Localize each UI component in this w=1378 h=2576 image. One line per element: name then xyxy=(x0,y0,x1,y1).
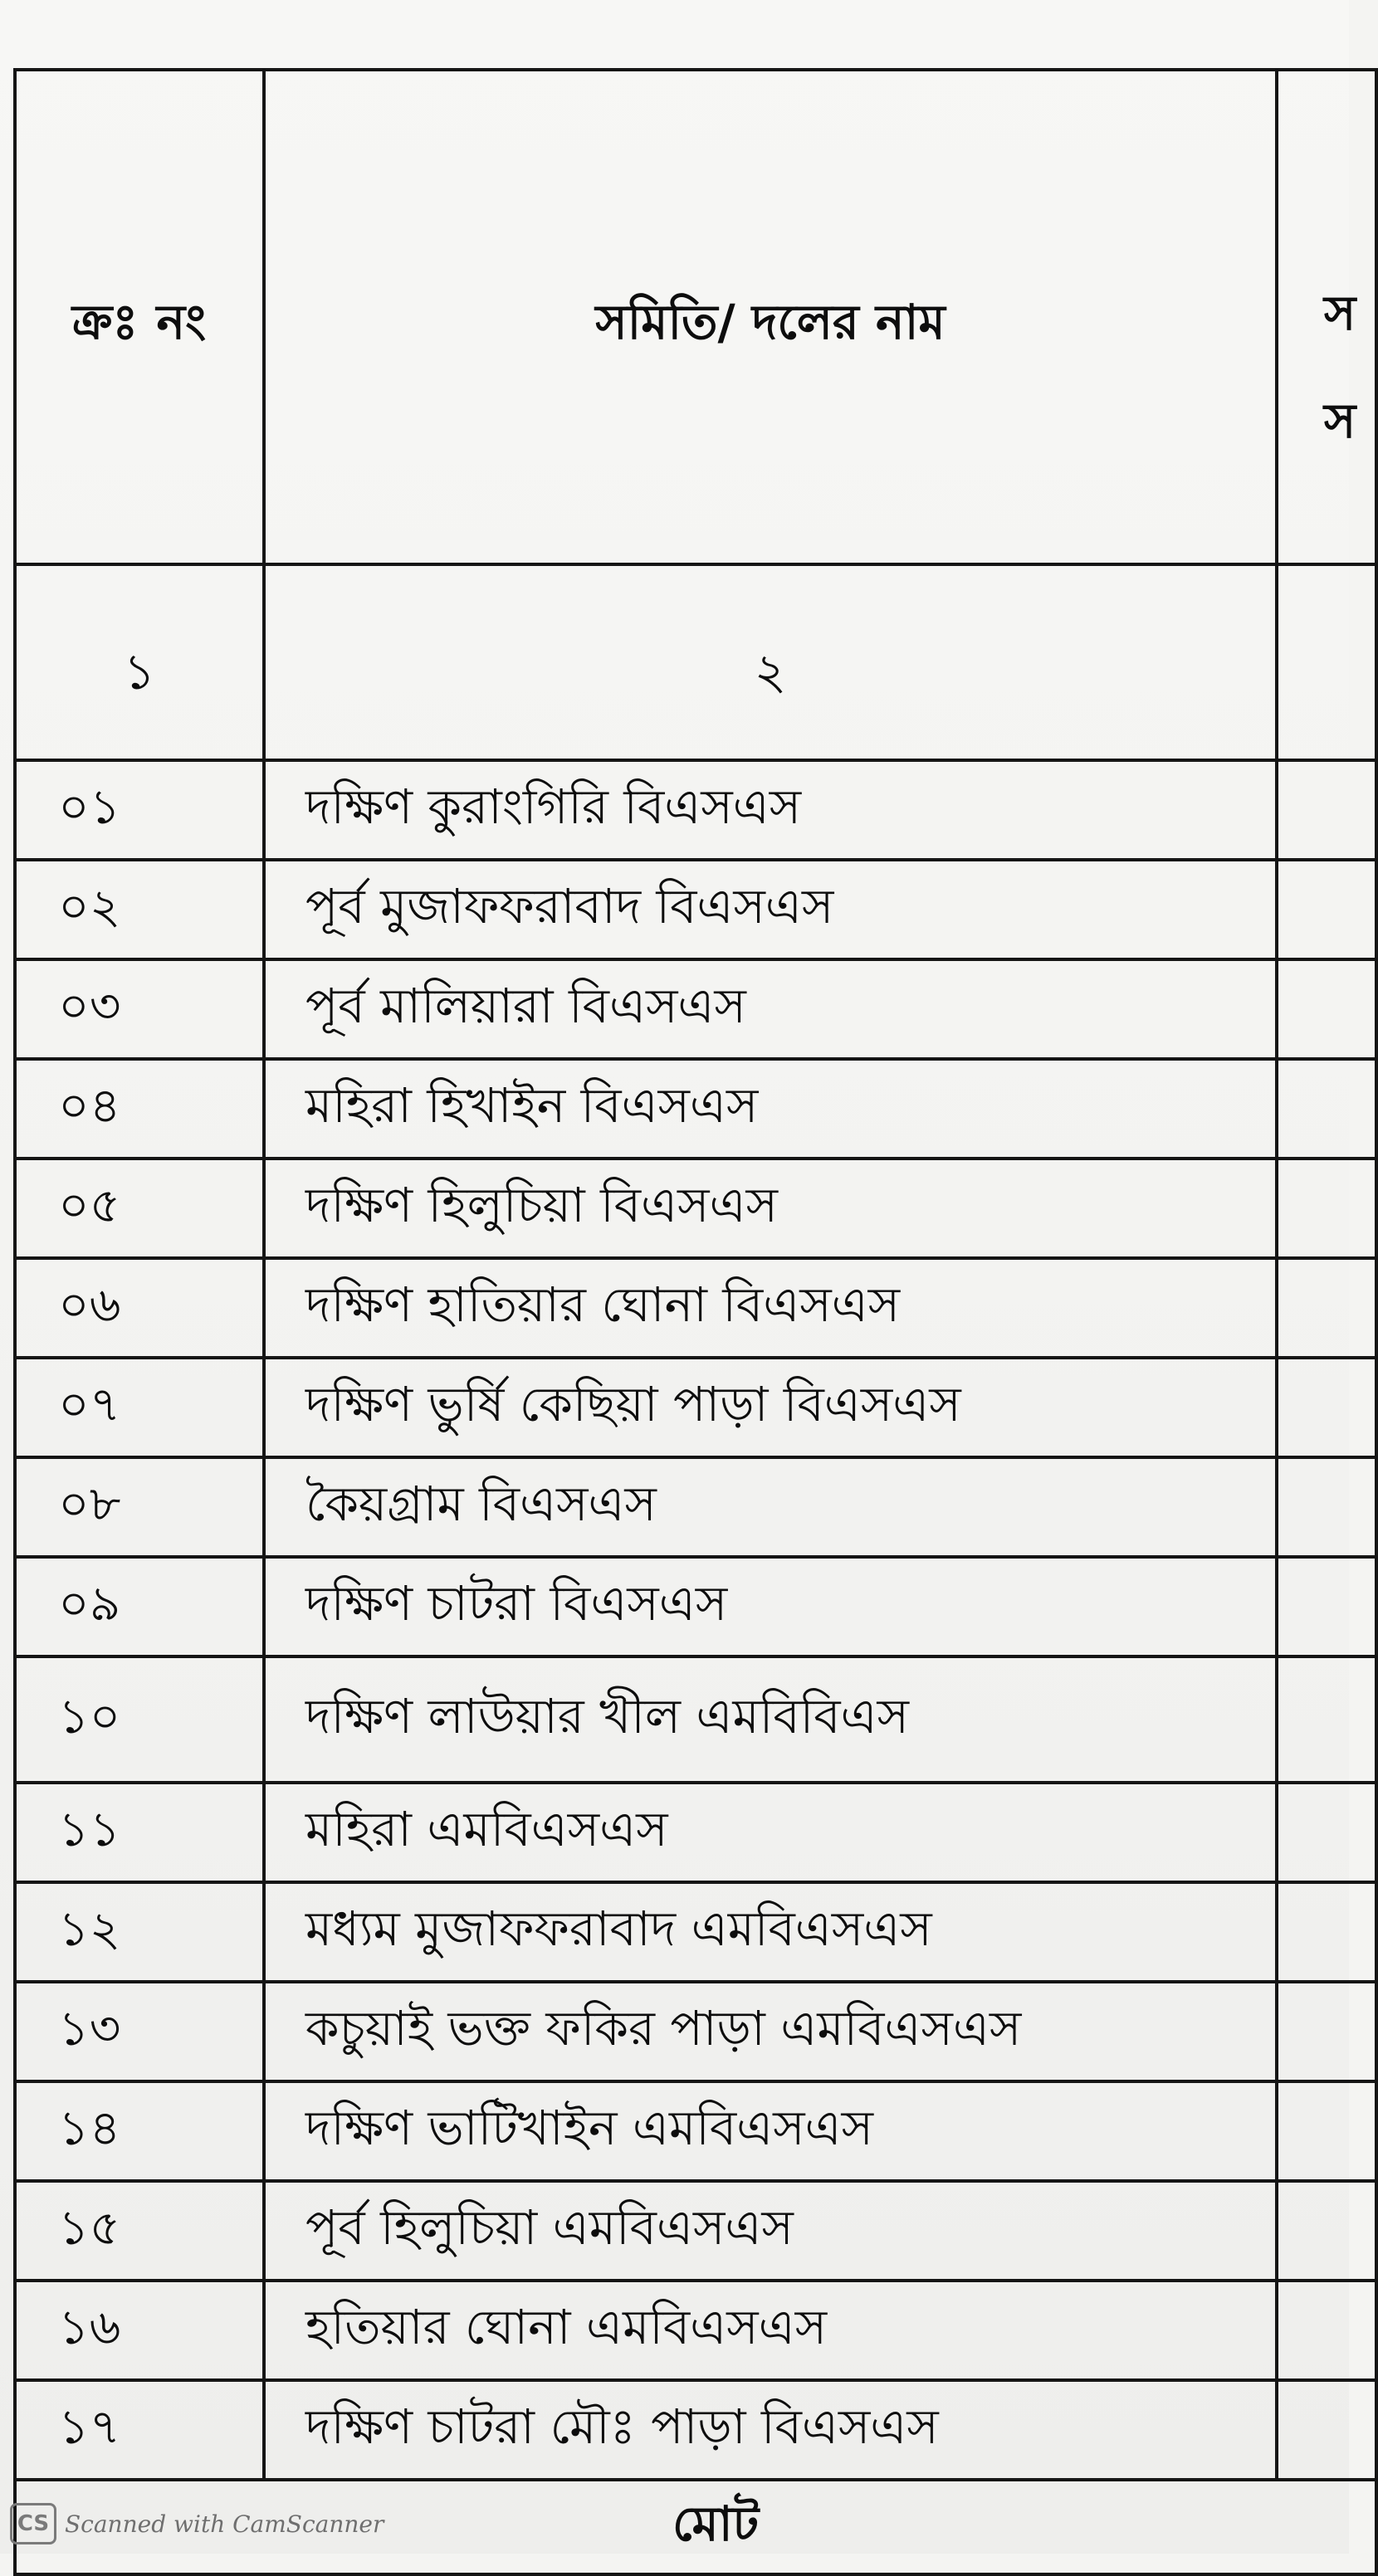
table-row xyxy=(15,1882,1376,1982)
society-register-table xyxy=(13,68,1378,2576)
cutoff-cell xyxy=(1277,2281,1376,2380)
name-cell xyxy=(264,1557,1277,1656)
table-row xyxy=(15,1457,1376,1557)
serial-cell xyxy=(15,1982,264,2081)
table-row xyxy=(15,1982,1376,2081)
row-serial-number: ১১ xyxy=(58,1800,121,1857)
cutoff-cell xyxy=(1277,2380,1376,2480)
table-header-row xyxy=(15,70,1376,564)
society-name: মহিরা হিখাইন বিএসএস xyxy=(305,1076,759,1134)
row-serial-number: ০৯ xyxy=(58,1574,121,1632)
header-name-label: সমিতি/ দলের নাম xyxy=(595,293,946,350)
serial-cell xyxy=(15,2380,264,2480)
camscanner-watermark xyxy=(10,2502,384,2545)
row-serial-number: ০১ xyxy=(58,778,121,835)
society-name: মহিরা এমবিএসএস xyxy=(305,1800,668,1857)
column-index-1: ১ xyxy=(123,643,156,701)
serial-cell xyxy=(15,860,264,959)
name-cell xyxy=(264,2281,1277,2380)
society-name: দক্ষিণ লাউয়ার খীল এমবিবিএস xyxy=(305,1687,909,1744)
society-name: দক্ষিণ হিলুচিয়া বিএসএস xyxy=(305,1176,778,1233)
society-name: কৈয়গ্রাম বিএসএস xyxy=(305,1475,657,1532)
row-serial-number: ১৫ xyxy=(58,2198,121,2256)
row-serial-number: ০২ xyxy=(58,877,121,934)
table-row xyxy=(15,959,1376,1059)
header-cutoff-line: স xyxy=(1324,285,1356,341)
society-name: দক্ষিণ ভাটিখাইন এমবিএসএস xyxy=(305,2099,873,2156)
serial-cell xyxy=(15,1882,264,1982)
name-cell xyxy=(264,1982,1277,2081)
cutoff-cell xyxy=(1277,1882,1376,1982)
watermark-text: Scanned with CamScanner xyxy=(65,2510,384,2538)
serial-cell xyxy=(15,1783,264,1882)
serial-cell xyxy=(15,1159,264,1258)
cutoff-cell xyxy=(1277,760,1376,860)
name-cell xyxy=(264,860,1277,959)
cutoff-cell xyxy=(1277,1358,1376,1457)
table-row xyxy=(15,2081,1376,2181)
table-row xyxy=(15,1656,1376,1783)
society-name: হতিয়ার ঘোনা এমবিএসএস xyxy=(305,2298,828,2355)
header-serial-label: ক্রঃ নং xyxy=(71,293,208,350)
cutoff-cell xyxy=(1277,1258,1376,1358)
row-serial-number: ০৫ xyxy=(58,1176,121,1233)
cutoff-cell xyxy=(1277,1457,1376,1557)
index-cell-3 xyxy=(1277,564,1376,760)
name-cell xyxy=(264,2380,1277,2480)
society-name: দক্ষিণ চাটরা বিএসএস xyxy=(305,1574,728,1632)
society-name: দক্ষিণ কুরাংগিরি বিএসএস xyxy=(305,778,802,835)
cutoff-cell xyxy=(1277,2081,1376,2181)
name-cell xyxy=(264,2081,1277,2181)
name-cell xyxy=(264,1882,1277,1982)
serial-cell xyxy=(15,760,264,860)
society-name: পূর্ব মুজাফফরাবাদ বিএসএস xyxy=(305,877,834,934)
row-serial-number: ০৪ xyxy=(58,1076,121,1134)
header-name-cell xyxy=(264,70,1277,564)
cutoff-cell xyxy=(1277,860,1376,959)
column-index-2: ২ xyxy=(754,643,787,701)
society-name: পূর্ব মালিয়ারা বিএসএস xyxy=(305,977,746,1034)
serial-cell xyxy=(15,2081,264,2181)
column-index-row xyxy=(15,564,1376,760)
header-cutoff-cell xyxy=(1277,70,1376,564)
name-cell xyxy=(264,1258,1277,1358)
serial-cell xyxy=(15,1258,264,1358)
row-serial-number: ১৩ xyxy=(58,1999,121,2056)
row-serial-number: ০৩ xyxy=(58,977,121,1034)
society-name: মধ্যম মুজাফফরাবাদ এমবিএসএস xyxy=(305,1900,932,1957)
table-row xyxy=(15,1358,1376,1457)
society-name: দক্ষিণ ভুর্ষি কেছিয়া পাড়া বিএসএস xyxy=(305,1375,961,1432)
cutoff-cell xyxy=(1277,1656,1376,1783)
serial-cell xyxy=(15,1557,264,1656)
serial-cell xyxy=(15,2281,264,2380)
serial-cell xyxy=(15,1656,264,1783)
table-row xyxy=(15,2181,1376,2281)
society-name: দক্ষিণ চাটরা মৌঃ পাড়া বিএসএস xyxy=(305,2398,939,2455)
cutoff-cell xyxy=(1277,1557,1376,1656)
row-serial-number: ১৪ xyxy=(58,2099,121,2156)
row-serial-number: ০৬ xyxy=(58,1276,121,1333)
cutoff-cell xyxy=(1277,1783,1376,1882)
serial-cell xyxy=(15,2181,264,2281)
row-serial-number: ০৮ xyxy=(58,1475,121,1532)
cutoff-cell xyxy=(1277,1159,1376,1258)
row-serial-number: ১৭ xyxy=(58,2398,121,2455)
table-row xyxy=(15,2380,1376,2480)
table-row xyxy=(15,760,1376,860)
cutoff-cell xyxy=(1277,959,1376,1059)
serial-cell xyxy=(15,1358,264,1457)
serial-cell xyxy=(15,959,264,1059)
header-serial-cell xyxy=(15,70,264,564)
table-row xyxy=(15,2281,1376,2380)
society-name: কচুয়াই ভক্ত ফকির পাড়া এমবিএসএস xyxy=(305,1999,1022,2056)
name-cell xyxy=(264,1159,1277,1258)
row-serial-number: ১২ xyxy=(58,1900,121,1957)
index-cell-2 xyxy=(264,564,1277,760)
table-row xyxy=(15,1783,1376,1882)
camscanner-logo: CS xyxy=(10,2503,56,2544)
name-cell xyxy=(264,760,1277,860)
name-cell xyxy=(264,959,1277,1059)
row-serial-number: ১৬ xyxy=(58,2298,121,2355)
name-cell xyxy=(264,1358,1277,1457)
table-row xyxy=(15,1258,1376,1358)
serial-cell xyxy=(15,1059,264,1159)
name-cell xyxy=(264,1457,1277,1557)
row-serial-number: ০৭ xyxy=(58,1375,121,1432)
header-cutoff-line: স xyxy=(1324,393,1356,449)
table-row xyxy=(15,1159,1376,1258)
name-cell xyxy=(264,2181,1277,2281)
table-row xyxy=(15,860,1376,959)
row-serial-number: ১০ xyxy=(58,1687,121,1744)
name-cell xyxy=(264,1656,1277,1783)
name-cell xyxy=(264,1059,1277,1159)
serial-cell xyxy=(15,1457,264,1557)
cutoff-cell xyxy=(1277,2181,1376,2281)
index-cell-1 xyxy=(15,564,264,760)
table-row xyxy=(15,1059,1376,1159)
society-name: দক্ষিণ হাতিয়ার ঘোনা বিএসএস xyxy=(305,1276,901,1333)
cutoff-cell xyxy=(1277,1982,1376,2081)
total-label: মোট xyxy=(672,2495,760,2552)
table-row xyxy=(15,1557,1376,1656)
name-cell xyxy=(264,1783,1277,1882)
header-cutoff-text xyxy=(1278,159,1375,475)
cutoff-cell xyxy=(1277,1059,1376,1159)
society-name: পূর্ব হিলুচিয়া এমবিএসএস xyxy=(305,2198,794,2256)
